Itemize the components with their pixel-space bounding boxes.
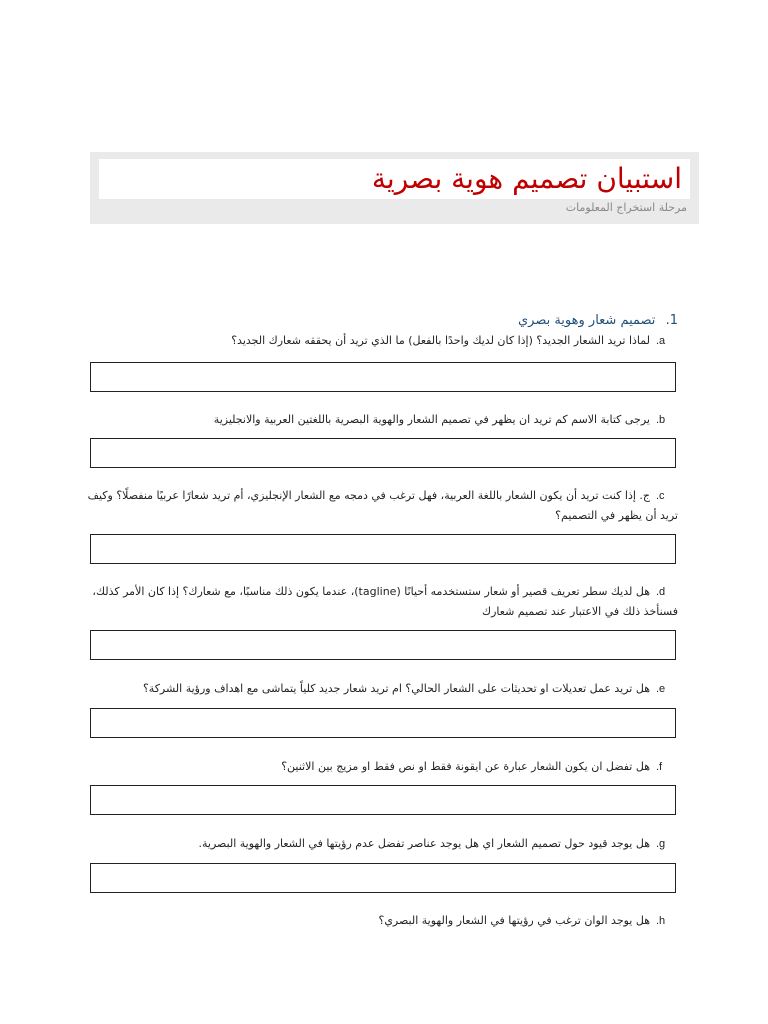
section-heading xyxy=(518,313,678,328)
answer-field-b[interactable] xyxy=(90,438,676,468)
question-c xyxy=(80,486,678,525)
question-e xyxy=(80,679,678,699)
page-subtitle: مرحلة استخراج المعلومات xyxy=(565,201,687,214)
question-letter: .a xyxy=(656,335,666,347)
question-text: هل يوجد قيود حول تصميم الشعار اي هل يوجد عناصر تفضل عدم رؤيتها في الشعار والهوية البصرية. xyxy=(198,837,650,850)
question-text: هل تريد عمل تعديلات او تحديثات على الشعار الحالي؟ ام تريد شعار جديد كلياً يتماشى مع اهداف ورؤية الشركة؟ xyxy=(142,682,650,695)
question-text: هل يوجد الوان ترغب في رؤيتها في الشعار والهوية البصري؟ xyxy=(378,914,650,927)
question-letter: .d xyxy=(656,586,666,598)
answer-field-a[interactable] xyxy=(90,362,676,392)
answer-field-g[interactable] xyxy=(90,863,676,893)
question-f xyxy=(80,757,678,777)
question-text: يرجى كتابة الاسم كم تريد ان يظهر في تصميم الشعار والهوية البصرية باللغتين العربية والانجليزية xyxy=(213,413,650,426)
answer-field-c[interactable] xyxy=(90,534,676,564)
question-letter: .b xyxy=(656,414,666,426)
question-a xyxy=(80,331,678,351)
answer-field-f[interactable] xyxy=(90,785,676,815)
question-letter: .e xyxy=(656,683,666,695)
question-letter: .f xyxy=(656,761,663,773)
question-h xyxy=(80,911,678,931)
section-title: تصميم شعار وهوية بصري xyxy=(517,313,656,328)
question-letter: .g xyxy=(656,838,666,850)
question-text: لماذا تريد الشعار الجديد؟ (إذا كان لديك واحدًا بالفعل) ما الذي تريد أن يحققه شعارك الجديد؟ xyxy=(231,334,650,347)
question-text: هل لديك سطر تعريف قصير أو شعار ستستخدمه أحيانًا (tagline)، عندما يكون ذلك مناسبًا، مع شعارك؟ إذا كان الأمر كذلك، فسنأخذ ذلك في الاعتبار عند تصميم شعارك xyxy=(92,585,678,618)
question-text: هل تفضل ان يكون الشعار عبارة عن ايقونة فقط او نص فقط او مزيج بين الاثنين؟ xyxy=(281,760,650,773)
title-strip xyxy=(99,159,690,199)
header-box xyxy=(90,152,699,224)
page-title: استبيان تصميم هوية بصرية xyxy=(371,162,682,195)
question-text: ج. إذا كنت تريد أن يكون الشعار باللغة العربية، فهل ترغب في دمجه مع الشعار الإنجليزي، أم تريد شعارًا عربيًا منفصلًا؟ وكيف تريد أن يظهر في التصميم؟ xyxy=(87,489,678,522)
answer-field-e[interactable] xyxy=(90,708,676,738)
question-letter: .c xyxy=(656,490,665,502)
question-b xyxy=(80,410,678,430)
question-d xyxy=(80,582,678,621)
answer-field-d[interactable] xyxy=(90,630,676,660)
section-number: 1. xyxy=(665,313,678,328)
question-letter: .h xyxy=(656,915,666,927)
question-g xyxy=(80,834,678,854)
